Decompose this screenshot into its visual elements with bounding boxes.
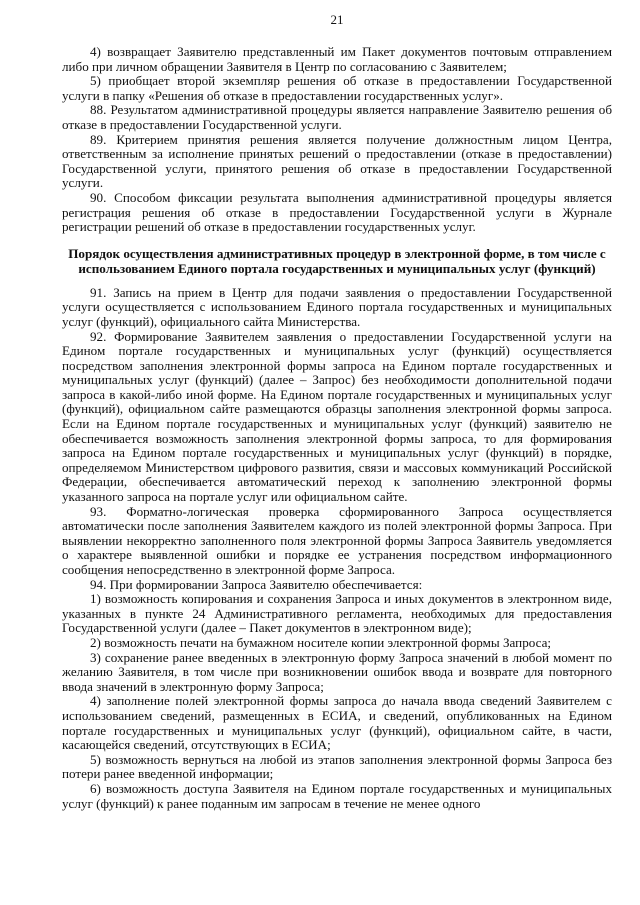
list-item-1: 1) возможность копирования и сохранения Запроса и иных документов в электронном виде, указанных в пункте 24 Административного регламента, необходимых для предоставления Государственной услуги (далее – Пакет документов в электронном виде); <box>62 591 612 636</box>
paragraph-5: 5) приобщает второй экземпляр решения об отказе в предоставлении Государственной услуги в папку «Решения об отказе в предоставлении государственных услуг». <box>62 73 612 103</box>
page-number: 21 <box>330 12 344 27</box>
paragraph-88: 88. Результатом административной процедуры является направление Заявителю решения об отказе в предоставлении Государственной услуги. <box>62 102 612 132</box>
paragraph-89: 89. Критерием принятия решения является получение должностным лицом Центра, ответственным за исполнение принятых решений о предоставлении (отказе в предоставлении) Государственной услуги, принятого решения об отказе в предоставлении Государственной услуги. <box>62 131 612 191</box>
paragraph-92: 92. Формирование Заявителем заявления о предоставлении Государственной услуги на Едином портале государственных и муниципальных услуг (функций) осуществляется посредством заполнения электронной формы запроса на Едином портале государственных и муниципальных услуг (функций) (далее – Запрос) без необходимости дополнительной подачи запроса в какой-либо иной форме. На Едином портале государственных и муниципальных услуг (функций), официальном сайте размещаются образцы заполнения электронной формы запроса. Если на Едином портале государственных и муниципальных услуг (функций) заявителю не обеспечивается возможность заполнения электронной формы запроса, то для формирования запроса на Едином портале государственных и муниципальных услуг (функций) в порядке, определяемом Министерством цифрового развития, связи и массовых коммуникаций Российской Федерации, обеспечивается автоматический переход к заполнению электронной формы указанного запроса на портале услуг или официальном сайте. <box>62 328 612 505</box>
paragraph-4: 4) возвращает Заявителю представленный им Пакет документов почтовым отправлением либо при личном обращении Заявителя в Центр по согласованию с Заявителем; <box>62 44 612 74</box>
list-item-2: 2) возможность печати на бумажном носителе копии электронной формы Запроса; <box>90 634 552 650</box>
list-item-6: 6) возможность доступа Заявителя на Едином портале государственных и муниципальных услуг (функций) к ранее поданным им запросам в течение не менее одного <box>62 780 612 811</box>
section-heading: Порядок осуществления административных процедур в электронной форме, в том числе с использованием Единого портала государственных и муниципальных услуг (функций) <box>68 245 606 276</box>
list-item-4: 4) заполнение полей электронной формы запроса до начала ввода сведений Заявителем с использованием сведений, размещенных в ЕСИА, и сведений, опубликованных на Едином портале государственных и муниципальных услуг (функций), официальном сайте, в части, касающейся сведений, отсутствующих в ЕСИА; <box>62 693 612 753</box>
paragraph-91: 91. Запись на прием в Центр для подачи заявления о предоставлении Государственной услуги осуществляется с использованием Единого портала государственных и муниципальных услуг (функций), официального сайта Министерства. <box>62 284 612 329</box>
list-item-5: 5) возможность вернуться на любой из этапов заполнения электронной формы Запроса без потери ранее введенной информации; <box>62 751 612 782</box>
paragraph-94: 94. При формировании Запроса Заявителю обеспечивается: <box>90 576 423 592</box>
document-body <box>62 45 612 811</box>
paragraph-90: 90. Способом фиксации результата выполнения административной процедуры является регистрация решения об отказе в предоставлении Государственной услуги в Журнале регистрации решений об отказе в предоставлении государственных услуг. <box>62 189 612 235</box>
paragraph-93: 93. Форматно-логическая проверка сформированного Запроса осуществляется автоматически после заполнения Заявителем каждого из полей электронной формы Запроса. При выявлении некорректно заполненного поля электронной формы Запроса Заявитель уведомляется о характере выявленной ошибки и порядке ее устранения посредством информационного сообщения непосредственно в электронной форме Запроса. <box>62 503 612 577</box>
list-item-3: 3) сохранение ранее введенных в электронную форму Запроса значений в любой момент по желанию Заявителя, в том числе при возникновении ошибок ввода и возврате для повторного ввода значений в электронную форму Запроса; <box>62 649 612 694</box>
